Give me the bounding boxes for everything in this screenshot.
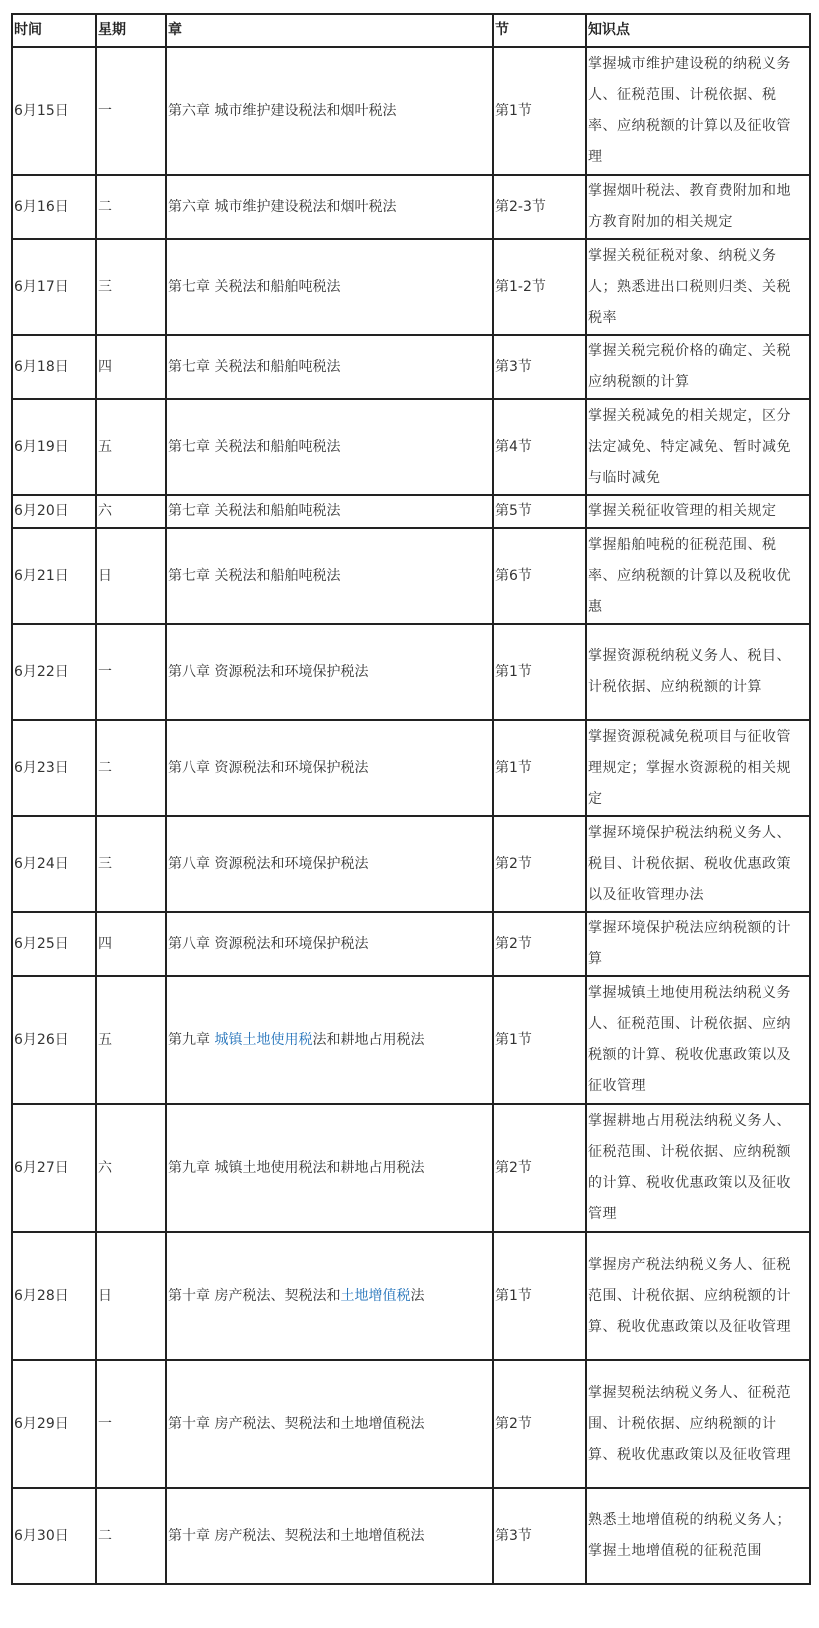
table-row <box>12 1488 810 1584</box>
date-cell: 6月24日 <box>12 816 96 912</box>
table-row <box>12 624 810 720</box>
chapter-cell <box>166 495 493 528</box>
knowledge-cell: 掌握环境保护税法纳税义务人、税目、计税依据、税收优惠政策以及征收管理办法 <box>586 816 810 912</box>
date-cell: 6月30日 <box>12 1488 96 1584</box>
chapter-text: 第九章 <box>168 1031 215 1048</box>
knowledge-cell: 掌握城镇土地使用税法纳税义务人、征税范围、计税依据、应纳税额的计算、税收优惠政策以及征收管理 <box>586 976 810 1104</box>
chapter-cell <box>166 47 493 175</box>
table-row <box>12 399 810 495</box>
date-cell: 6月18日 <box>12 335 96 399</box>
chapter-link[interactable]: 土地增值税 <box>340 1287 411 1304</box>
knowledge-cell: 掌握关税征收管理的相关规定 <box>586 495 810 528</box>
chapter-link[interactable]: 城镇土地使用税 <box>214 1031 313 1048</box>
table-row <box>12 976 810 1104</box>
chapter-text: 第七章 关税法和船舶吨税法 <box>168 438 341 455</box>
knowledge-cell: 掌握资源税纳税义务人、税目、计税依据、应纳税额的计算 <box>586 624 810 720</box>
knowledge-cell: 掌握资源税减免税项目与征收管理规定；掌握水资源税的相关规定 <box>586 720 810 816</box>
table-row <box>12 720 810 816</box>
weekday-cell: 三 <box>96 239 166 335</box>
knowledge-cell: 掌握船舶吨税的征税范围、税率、应纳税额的计算以及税收优惠 <box>586 528 810 624</box>
chapter-text: 第十章 房产税法、契税法和土地增值税法 <box>168 1527 425 1544</box>
chapter-text: 第八章 资源税法和环境保护税法 <box>168 759 369 776</box>
table-row <box>12 175 810 239</box>
chapter-cell <box>166 816 493 912</box>
chapter-cell <box>166 1360 493 1488</box>
chapter-text: 第七章 关税法和船舶吨税法 <box>168 358 341 375</box>
table-row <box>12 47 810 175</box>
weekday-cell: 六 <box>96 1104 166 1232</box>
section-cell: 第1节 <box>493 976 586 1104</box>
date-cell: 6月23日 <box>12 720 96 816</box>
chapter-cell <box>166 1488 493 1584</box>
header-chapter: 章 <box>166 14 493 47</box>
table-row <box>12 816 810 912</box>
knowledge-cell: 掌握关税减免的相关规定，区分法定减免、特定减免、暂时减免与临时减免 <box>586 399 810 495</box>
chapter-text: 第十章 房产税法、契税法和 <box>168 1287 341 1304</box>
weekday-cell: 一 <box>96 1360 166 1488</box>
section-cell: 第3节 <box>493 335 586 399</box>
knowledge-cell: 掌握房产税法纳税义务人、征税范围、计税依据、应纳税额的计算、税收优惠政策以及征收管理 <box>586 1232 810 1360</box>
chapter-text: 第八章 资源税法和环境保护税法 <box>168 663 369 680</box>
date-cell: 6月29日 <box>12 1360 96 1488</box>
table-row <box>12 1104 810 1232</box>
table-row <box>12 495 810 528</box>
date-cell: 6月21日 <box>12 528 96 624</box>
section-cell: 第4节 <box>493 399 586 495</box>
weekday-cell: 二 <box>96 720 166 816</box>
study-schedule-table <box>11 13 811 1585</box>
header-section: 节 <box>493 14 586 47</box>
table-row <box>12 239 810 335</box>
weekday-cell: 一 <box>96 624 166 720</box>
chapter-text-tail: 法 <box>410 1287 425 1304</box>
section-cell: 第1-2节 <box>493 239 586 335</box>
weekday-cell: 三 <box>96 816 166 912</box>
weekday-cell: 一 <box>96 47 166 175</box>
date-cell: 6月17日 <box>12 239 96 335</box>
chapter-cell <box>166 335 493 399</box>
weekday-cell: 日 <box>96 1232 166 1360</box>
knowledge-cell: 掌握环境保护税法应纳税额的计算 <box>586 912 810 976</box>
chapter-cell <box>166 399 493 495</box>
section-cell: 第1节 <box>493 720 586 816</box>
chapter-text: 第七章 关税法和船舶吨税法 <box>168 567 341 584</box>
chapter-text: 第八章 资源税法和环境保护税法 <box>168 855 369 872</box>
knowledge-cell: 掌握耕地占用税法纳税义务人、征税范围、计税依据、应纳税额的计算、税收优惠政策以及征收管理 <box>586 1104 810 1232</box>
section-cell: 第1节 <box>493 1232 586 1360</box>
chapter-cell <box>166 624 493 720</box>
date-cell: 6月22日 <box>12 624 96 720</box>
table-row <box>12 912 810 976</box>
section-cell: 第3节 <box>493 1488 586 1584</box>
header-date: 时间 <box>12 14 96 47</box>
weekday-cell: 四 <box>96 335 166 399</box>
chapter-text: 第七章 关税法和船舶吨税法 <box>168 278 341 295</box>
date-cell: 6月20日 <box>12 495 96 528</box>
section-cell: 第1节 <box>493 624 586 720</box>
section-cell: 第6节 <box>493 528 586 624</box>
knowledge-cell: 掌握城市维护建设税的纳税义务人、征税范围、计税依据、税率、应纳税额的计算以及征收管理 <box>586 47 810 175</box>
date-cell: 6月27日 <box>12 1104 96 1232</box>
chapter-text: 第六章 城市维护建设税法和烟叶税法 <box>168 102 397 119</box>
date-cell: 6月19日 <box>12 399 96 495</box>
weekday-cell: 四 <box>96 912 166 976</box>
knowledge-cell: 掌握烟叶税法、教育费附加和地方教育附加的相关规定 <box>586 175 810 239</box>
section-cell: 第2节 <box>493 816 586 912</box>
header-knowledge-points: 知识点 <box>586 14 810 47</box>
date-cell: 6月16日 <box>12 175 96 239</box>
weekday-cell: 五 <box>96 976 166 1104</box>
weekday-cell: 六 <box>96 495 166 528</box>
section-cell: 第5节 <box>493 495 586 528</box>
knowledge-cell: 掌握契税法纳税义务人、征税范围、计税依据、应纳税额的计算、税收优惠政策以及征收管理 <box>586 1360 810 1488</box>
date-cell: 6月28日 <box>12 1232 96 1360</box>
table-row <box>12 1360 810 1488</box>
section-cell: 第2节 <box>493 1104 586 1232</box>
date-cell: 6月25日 <box>12 912 96 976</box>
chapter-text: 第六章 城市维护建设税法和烟叶税法 <box>168 198 397 215</box>
chapter-text-tail: 法和耕地占用税法 <box>312 1031 425 1048</box>
date-cell: 6月26日 <box>12 976 96 1104</box>
date-cell: 6月15日 <box>12 47 96 175</box>
weekday-cell: 五 <box>96 399 166 495</box>
chapter-cell <box>166 1104 493 1232</box>
section-cell: 第2节 <box>493 912 586 976</box>
chapter-cell <box>166 1232 493 1360</box>
weekday-cell: 二 <box>96 175 166 239</box>
table-header-row <box>12 14 810 47</box>
chapter-cell <box>166 976 493 1104</box>
chapter-cell <box>166 175 493 239</box>
table-row <box>12 335 810 399</box>
chapter-text: 第九章 城镇土地使用税法和耕地占用税法 <box>168 1159 425 1176</box>
section-cell: 第1节 <box>493 47 586 175</box>
chapter-text: 第八章 资源税法和环境保护税法 <box>168 935 369 952</box>
header-weekday: 星期 <box>96 14 166 47</box>
chapter-cell <box>166 528 493 624</box>
section-cell: 第2节 <box>493 1360 586 1488</box>
chapter-cell <box>166 239 493 335</box>
weekday-cell: 日 <box>96 528 166 624</box>
table-row <box>12 528 810 624</box>
knowledge-cell: 熟悉土地增值税的纳税义务人；掌握土地增值税的征税范围 <box>586 1488 810 1584</box>
chapter-cell <box>166 912 493 976</box>
table-body <box>12 47 810 1584</box>
chapter-text: 第七章 关税法和船舶吨税法 <box>168 503 341 519</box>
chapter-text: 第十章 房产税法、契税法和土地增值税法 <box>168 1415 425 1432</box>
weekday-cell: 二 <box>96 1488 166 1584</box>
chapter-cell <box>166 720 493 816</box>
knowledge-cell: 掌握关税征税对象、纳税义务人；熟悉进出口税则归类、关税税率 <box>586 239 810 335</box>
knowledge-cell: 掌握关税完税价格的确定、关税应纳税额的计算 <box>586 335 810 399</box>
table-row <box>12 1232 810 1360</box>
section-cell: 第2-3节 <box>493 175 586 239</box>
